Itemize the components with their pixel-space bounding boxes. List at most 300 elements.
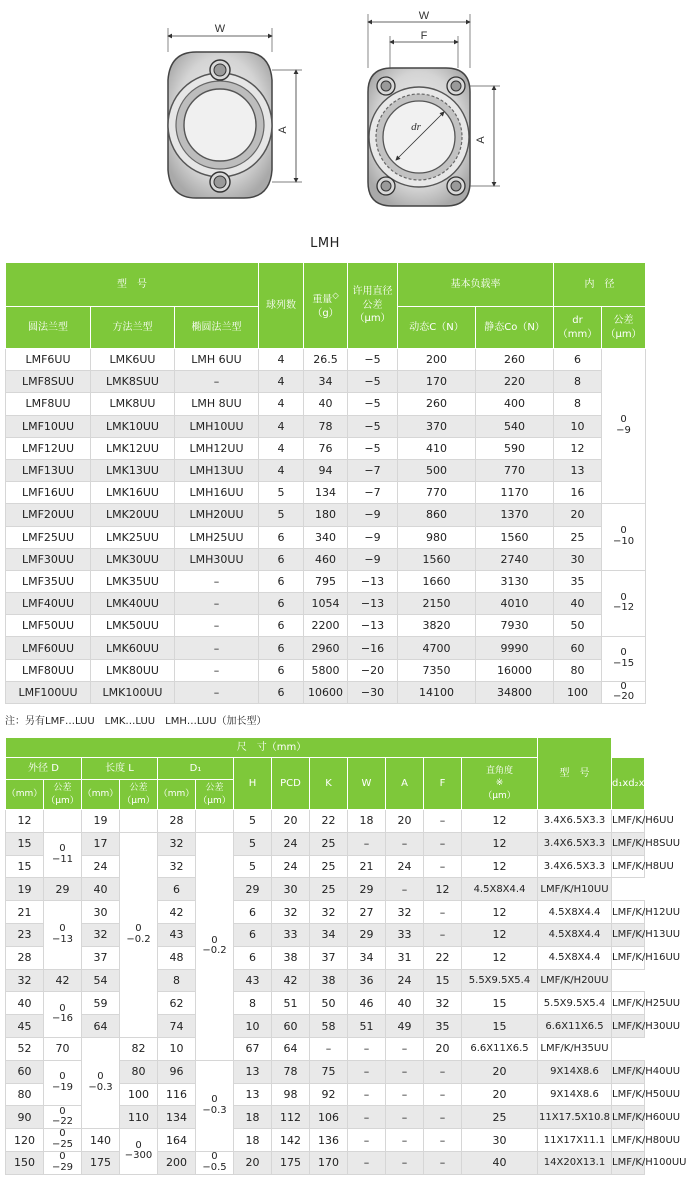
table-cell: 80 xyxy=(554,659,602,681)
table-cell: 100 xyxy=(120,1083,158,1106)
D1-tolerance-cell: 0 −0.3 xyxy=(196,1060,234,1151)
header-static: 静态Co（N） xyxy=(476,307,554,349)
table-cell: 980 xyxy=(398,526,476,548)
table-cell: – xyxy=(175,615,259,637)
header-oval: 椭圆法兰型 xyxy=(175,307,259,349)
table-cell: 74 xyxy=(158,1015,196,1038)
table-cell: 28 xyxy=(158,810,196,833)
table-cell: 4.5X8X4.4 xyxy=(538,946,612,969)
table-cell: 21 xyxy=(6,901,44,924)
table-cell: 200 xyxy=(398,349,476,371)
table-cell: 6 xyxy=(259,593,304,615)
table-cell: 30 xyxy=(272,878,310,901)
table-row xyxy=(6,482,646,504)
table-cell: 59 xyxy=(82,992,120,1015)
table-cell: LMF80UU xyxy=(6,659,91,681)
table-cell: 6 xyxy=(259,615,304,637)
table-cell: 36 xyxy=(348,969,386,992)
table-cell: 1054 xyxy=(304,593,348,615)
header-load: 基本负载率 xyxy=(398,263,554,307)
table-cell: 1560 xyxy=(398,548,476,570)
table-cell: 200 xyxy=(158,1151,196,1174)
table-cell: 20 xyxy=(386,810,424,833)
header-K: K xyxy=(310,758,348,810)
table-cell: 16000 xyxy=(476,659,554,681)
table-cell: 49 xyxy=(386,1015,424,1038)
table-cell: – xyxy=(175,570,259,592)
table-cell: 62 xyxy=(158,992,196,1015)
table-cell: 25 xyxy=(310,832,348,855)
table-cell: 20 xyxy=(272,810,310,833)
table-row xyxy=(6,637,646,659)
header-dr-tol: 公差 （μm） xyxy=(602,307,646,349)
table-cell: 25 xyxy=(310,878,348,901)
table-cell: LMK20UU xyxy=(91,504,175,526)
table-cell: −9 xyxy=(348,504,398,526)
table-cell: LMF13UU xyxy=(6,459,91,481)
table-cell: 13 xyxy=(234,1060,272,1083)
table-cell: LMF20UU xyxy=(6,504,91,526)
table-cell: 6 xyxy=(259,526,304,548)
table-cell: LMH10UU xyxy=(175,415,259,437)
table-cell: 24 xyxy=(386,855,424,878)
table-cell: −5 xyxy=(348,371,398,393)
table-cell: LMF/K/H35UU xyxy=(538,1037,612,1060)
table-cell: 3.4X6.5X3.3 xyxy=(538,832,612,855)
D-tolerance-cell: 0 −11 xyxy=(44,832,82,878)
header-F: F xyxy=(424,758,462,810)
D-tolerance-cell: 0 −16 xyxy=(44,992,82,1038)
table-cell: 32 xyxy=(310,901,348,924)
table-cell: 5 xyxy=(234,832,272,855)
table-cell: 400 xyxy=(476,393,554,415)
table-cell: LMF/K/H12UU xyxy=(612,901,645,924)
table-cell: 98 xyxy=(272,1083,310,1106)
table-cell: 42 xyxy=(44,969,82,992)
table-cell: – xyxy=(175,371,259,393)
table-cell: 24 xyxy=(272,832,310,855)
table-row xyxy=(6,923,645,946)
table-cell: 40 xyxy=(304,393,348,415)
header-dr: dr （mm） xyxy=(554,307,602,349)
table-cell: 3820 xyxy=(398,615,476,637)
header-L-mm: （mm） xyxy=(82,780,120,810)
header-weight: 重量◇ （g） xyxy=(304,263,348,349)
table-cell: LMH25UU xyxy=(175,526,259,548)
table-cell: 6 xyxy=(259,659,304,681)
table-cell: 134 xyxy=(158,1106,196,1129)
blank-cell xyxy=(196,810,234,833)
table-cell: 35 xyxy=(554,570,602,592)
table-cell: – xyxy=(424,1129,462,1152)
table-cell: 11X17X11.1 xyxy=(538,1129,612,1152)
table-row xyxy=(6,504,646,526)
table-cell: LMF/K/H8SUU xyxy=(612,832,645,855)
table-cell: LMF/K/H100UU xyxy=(612,1151,645,1174)
table-cell: 6.6X11X6.5 xyxy=(538,1015,612,1038)
table-cell: 22 xyxy=(424,946,462,969)
table-cell: 32 xyxy=(158,855,196,878)
table-cell: – xyxy=(386,1106,424,1129)
table-cell: 16 xyxy=(554,482,602,504)
table-row xyxy=(6,969,645,992)
table-cell: 40 xyxy=(554,593,602,615)
table-cell: 31 xyxy=(386,946,424,969)
table-cell: LMH12UU xyxy=(175,437,259,459)
table-cell: 90 xyxy=(6,1106,44,1129)
table-cell: – xyxy=(310,1037,348,1060)
table-row xyxy=(6,437,646,459)
table-cell: LMK80UU xyxy=(91,659,175,681)
table-cell: 4 xyxy=(259,349,304,371)
table-cell: 8 xyxy=(158,969,196,992)
table-cell: 770 xyxy=(398,482,476,504)
L-tolerance-cell: 0 −0.3 xyxy=(82,1037,120,1128)
table-row xyxy=(6,878,645,901)
table-row xyxy=(6,681,646,704)
table-cell: 34 xyxy=(348,946,386,969)
table-cell: 860 xyxy=(398,504,476,526)
table-cell: 29 xyxy=(348,923,386,946)
table-cell: 142 xyxy=(272,1129,310,1152)
table-cell: LMH30UU xyxy=(175,548,259,570)
table-row xyxy=(6,415,646,437)
table-cell: 43 xyxy=(234,969,272,992)
table-cell: LMF8SUU xyxy=(6,371,91,393)
table-row xyxy=(6,459,646,481)
table-cell: 540 xyxy=(476,415,554,437)
table-cell: 164 xyxy=(158,1129,196,1152)
table-cell: 12 xyxy=(462,810,538,833)
table-cell: 12 xyxy=(462,901,538,924)
table-cell: 15 xyxy=(462,992,538,1015)
table-cell: 410 xyxy=(398,437,476,459)
table-cell: −13 xyxy=(348,570,398,592)
table-cell: −5 xyxy=(348,349,398,371)
table-cell: −9 xyxy=(348,526,398,548)
dim-w-label-left: W xyxy=(214,23,226,35)
table-cell: 20 xyxy=(554,504,602,526)
table-cell: LMF12UU xyxy=(6,437,91,459)
table-row xyxy=(6,1151,645,1174)
table-cell: 96 xyxy=(158,1060,196,1083)
dr-tolerance-cell: 0 −9 xyxy=(602,349,646,504)
table-cell: −20 xyxy=(348,659,398,681)
table-cell: LMK12UU xyxy=(91,437,175,459)
table-cell: 795 xyxy=(304,570,348,592)
table-cell: – xyxy=(175,637,259,659)
table-row xyxy=(6,810,645,833)
dr-tolerance-cell: 0 −12 xyxy=(602,570,646,637)
table-row xyxy=(6,1037,645,1060)
table-cell: 5.5X9.5X5.4 xyxy=(538,992,612,1015)
table-cell: 6 xyxy=(234,901,272,924)
table-cell: – xyxy=(348,1037,386,1060)
table-cell: – xyxy=(424,832,462,855)
table-cell: 32 xyxy=(386,901,424,924)
table-cell: LMF10UU xyxy=(6,415,91,437)
table-cell: 32 xyxy=(158,832,196,855)
table-cell: 7350 xyxy=(398,659,476,681)
dr-tolerance-cell: 0 −20 xyxy=(602,681,646,704)
header-square: 方法兰型 xyxy=(91,307,175,349)
section-title: LMH xyxy=(310,236,340,251)
table-cell: 19 xyxy=(82,810,120,833)
table-cell: 2740 xyxy=(476,548,554,570)
table-row xyxy=(6,946,645,969)
table-cell: – xyxy=(348,1106,386,1129)
table-cell: – xyxy=(386,878,424,901)
table-cell: LMH 6UU xyxy=(175,349,259,371)
table-cell: 6 xyxy=(554,349,602,371)
table-cell: LMK13UU xyxy=(91,459,175,481)
table-cell: 4 xyxy=(259,393,304,415)
table-cell: LMK35UU xyxy=(91,570,175,592)
header-D-tol: 公差 （μm） xyxy=(44,780,82,810)
table-cell: – xyxy=(424,1083,462,1106)
table-cell: 170 xyxy=(398,371,476,393)
table-row xyxy=(6,659,646,681)
table-cell: – xyxy=(386,1129,424,1152)
table-row xyxy=(6,570,646,592)
table-cell: 12 xyxy=(6,810,44,833)
table-cell: – xyxy=(424,901,462,924)
table-cell: 38 xyxy=(272,946,310,969)
table-cell: LMH16UU xyxy=(175,482,259,504)
table-cell: – xyxy=(175,659,259,681)
table-cell: LMK100UU xyxy=(91,681,175,704)
table-cell: 112 xyxy=(272,1106,310,1129)
table-cell: −13 xyxy=(348,615,398,637)
table-cell: LMK25UU xyxy=(91,526,175,548)
table-cell: 19 xyxy=(6,878,44,901)
table-cell: – xyxy=(348,1151,386,1174)
table-cell: 35 xyxy=(424,1015,462,1038)
table-cell: 1170 xyxy=(476,482,554,504)
flange-bearing-drawings xyxy=(0,0,650,230)
table-cell: 21 xyxy=(348,855,386,878)
header-balls: 球列数 xyxy=(259,263,304,349)
table-cell: LMF50UU xyxy=(6,615,91,637)
table-cell: −16 xyxy=(348,637,398,659)
table-cell: 82 xyxy=(120,1037,158,1060)
table-cell: 29 xyxy=(348,878,386,901)
table-cell: 6 xyxy=(259,570,304,592)
table-cell: 26.5 xyxy=(304,349,348,371)
header-dims: 尺 寸（mm） xyxy=(6,738,538,758)
note: 注：另有LMF…LUU LMK…LUU LMH…LUU（加长型） xyxy=(5,716,267,727)
table-cell: 25 xyxy=(310,855,348,878)
table-cell: – xyxy=(348,1129,386,1152)
dr-tolerance-cell: 0 −10 xyxy=(602,504,646,571)
table-cell: 500 xyxy=(398,459,476,481)
table-cell: – xyxy=(424,1060,462,1083)
table-cell: 76 xyxy=(304,437,348,459)
table-cell: LMF/K/H80UU xyxy=(612,1129,645,1152)
table-cell: LMK50UU xyxy=(91,615,175,637)
table-cell: 25 xyxy=(554,526,602,548)
table-cell: 175 xyxy=(82,1151,120,1174)
table-cell: 770 xyxy=(476,459,554,481)
header-model: 型 号 xyxy=(6,263,259,307)
table-row xyxy=(6,548,646,570)
table-cell: 80 xyxy=(120,1060,158,1083)
table-cell: 6 xyxy=(234,923,272,946)
table-cell: LMF/K/H40UU xyxy=(612,1060,645,1083)
table-cell: 120 xyxy=(6,1129,44,1152)
table-cell: 7930 xyxy=(476,615,554,637)
table-cell: 51 xyxy=(348,1015,386,1038)
L-tolerance-cell: 0 −300 xyxy=(120,1129,158,1175)
table-cell: – xyxy=(424,1106,462,1129)
table-cell: 33 xyxy=(386,923,424,946)
table-cell: 10600 xyxy=(304,681,348,704)
table-cell: 51 xyxy=(272,992,310,1015)
table-cell: 20 xyxy=(462,1083,538,1106)
table-cell: 60 xyxy=(6,1060,44,1083)
dr-tolerance-cell: 0 −15 xyxy=(602,637,646,681)
table-cell: – xyxy=(348,1060,386,1083)
table-cell: LMF6UU xyxy=(6,349,91,371)
table-cell: 13 xyxy=(234,1083,272,1106)
table-cell: 24 xyxy=(386,969,424,992)
table-row xyxy=(6,1129,645,1152)
table-cell: LMH 8UU xyxy=(175,393,259,415)
table-cell: 45 xyxy=(6,1015,44,1038)
table-cell: 6.6X11X6.5 xyxy=(462,1037,538,1060)
table-cell: 5 xyxy=(259,482,304,504)
table-cell: 46 xyxy=(348,992,386,1015)
table-cell: −5 xyxy=(348,437,398,459)
table-cell: 5 xyxy=(259,504,304,526)
header-bolt: d₁xd₂xh xyxy=(612,758,645,810)
table-cell: LMH20UU xyxy=(175,504,259,526)
table-cell: 60 xyxy=(272,1015,310,1038)
table-cell: 48 xyxy=(158,946,196,969)
L-tolerance-cell: 0 −0.2 xyxy=(120,832,158,1037)
table-cell: 1660 xyxy=(398,570,476,592)
table-cell: LMH13UU xyxy=(175,459,259,481)
table-cell: 92 xyxy=(310,1083,348,1106)
table-cell: 6 xyxy=(259,681,304,704)
header-L-tol: 公差 （μm） xyxy=(120,780,158,810)
table-cell: 15 xyxy=(424,969,462,992)
table-cell: 34 xyxy=(304,371,348,393)
table-cell: 33 xyxy=(272,923,310,946)
table-cell: 15 xyxy=(6,855,44,878)
D1-tolerance-cell: 0 −0.5 xyxy=(196,1151,234,1174)
dim-a-label-right: A xyxy=(475,136,487,144)
table-cell: 32 xyxy=(6,969,44,992)
table-cell: 60 xyxy=(554,637,602,659)
table-cell: – xyxy=(175,593,259,615)
header-model-2: 型 号 xyxy=(538,738,612,810)
table-cell: – xyxy=(386,1083,424,1106)
table-cell: 3.4X6.5X3.3 xyxy=(538,810,612,833)
table-cell: 30 xyxy=(462,1129,538,1152)
table-cell: 1370 xyxy=(476,504,554,526)
table-cell: 8 xyxy=(554,371,602,393)
table-cell: 5 xyxy=(234,810,272,833)
table-cell: −30 xyxy=(348,681,398,704)
table-cell: 23 xyxy=(6,923,44,946)
table-cell: 28 xyxy=(6,946,44,969)
table-cell: 136 xyxy=(310,1129,348,1152)
table-cell: LMF8UU xyxy=(6,393,91,415)
table-cell: 6 xyxy=(234,946,272,969)
table-cell: 12 xyxy=(462,832,538,855)
table-cell: 9X14X8.6 xyxy=(538,1060,612,1083)
header-PCD: PCD xyxy=(272,758,310,810)
table-cell: LMK30UU xyxy=(91,548,175,570)
table-cell: 3130 xyxy=(476,570,554,592)
table-cell: – xyxy=(424,1151,462,1174)
table-cell: 40 xyxy=(82,878,120,901)
header-D: 外径 D xyxy=(6,758,82,780)
table-cell: LMF30UU xyxy=(6,548,91,570)
table-cell: 80 xyxy=(6,1083,44,1106)
table-cell: – xyxy=(386,1060,424,1083)
table-row xyxy=(6,371,646,393)
table-cell: 10 xyxy=(234,1015,272,1038)
table-cell: 42 xyxy=(272,969,310,992)
table-cell: 180 xyxy=(304,504,348,526)
table-cell: 27 xyxy=(348,901,386,924)
table-cell: 18 xyxy=(234,1129,272,1152)
table-cell: 3.4X6.5X3.3 xyxy=(538,855,612,878)
header-inner: 内 径 xyxy=(554,263,646,307)
table-cell: 67 xyxy=(234,1037,272,1060)
table-cell: LMF40UU xyxy=(6,593,91,615)
table-cell: 14100 xyxy=(398,681,476,704)
table-row xyxy=(6,393,646,415)
table-cell: 54 xyxy=(82,969,120,992)
D-tolerance-cell: 0 −29 xyxy=(44,1151,82,1174)
table-cell: – xyxy=(424,810,462,833)
D-tolerance-cell: 0 −22 xyxy=(44,1106,82,1129)
table-cell: – xyxy=(175,681,259,704)
blank-cell xyxy=(120,810,158,833)
table-cell: 40 xyxy=(386,992,424,1015)
table-cell: LMF/K/H16UU xyxy=(612,946,645,969)
table-cell: 64 xyxy=(82,1015,120,1038)
header-dynamic: 动态C（N） xyxy=(398,307,476,349)
table-cell: 4 xyxy=(259,371,304,393)
table-cell: LMK10UU xyxy=(91,415,175,437)
table-cell: 260 xyxy=(476,349,554,371)
table-cell: 15 xyxy=(462,1015,538,1038)
table-cell: LMF/K/H10UU xyxy=(538,878,612,901)
table-cell: 2200 xyxy=(304,615,348,637)
header-D-mm: （mm） xyxy=(6,780,44,810)
table-cell: LMF/K/H25UU xyxy=(612,992,645,1015)
table-row xyxy=(6,901,645,924)
table-cell: LMF/K/H6UU xyxy=(612,810,645,833)
header-round: 圆法兰型 xyxy=(6,307,91,349)
table-row xyxy=(6,1015,645,1038)
load-rating-table xyxy=(5,262,646,704)
table-cell: LMF35UU xyxy=(6,570,91,592)
table-cell: 116 xyxy=(158,1083,196,1106)
blank-cell xyxy=(44,810,82,833)
table-cell: 78 xyxy=(272,1060,310,1083)
table-cell: 134 xyxy=(304,482,348,504)
table-cell: 29 xyxy=(234,878,272,901)
table-row xyxy=(6,526,646,548)
table-cell: 37 xyxy=(82,946,120,969)
table-cell: 6 xyxy=(158,878,196,901)
table-cell: LMF/K/H60UU xyxy=(612,1106,645,1129)
